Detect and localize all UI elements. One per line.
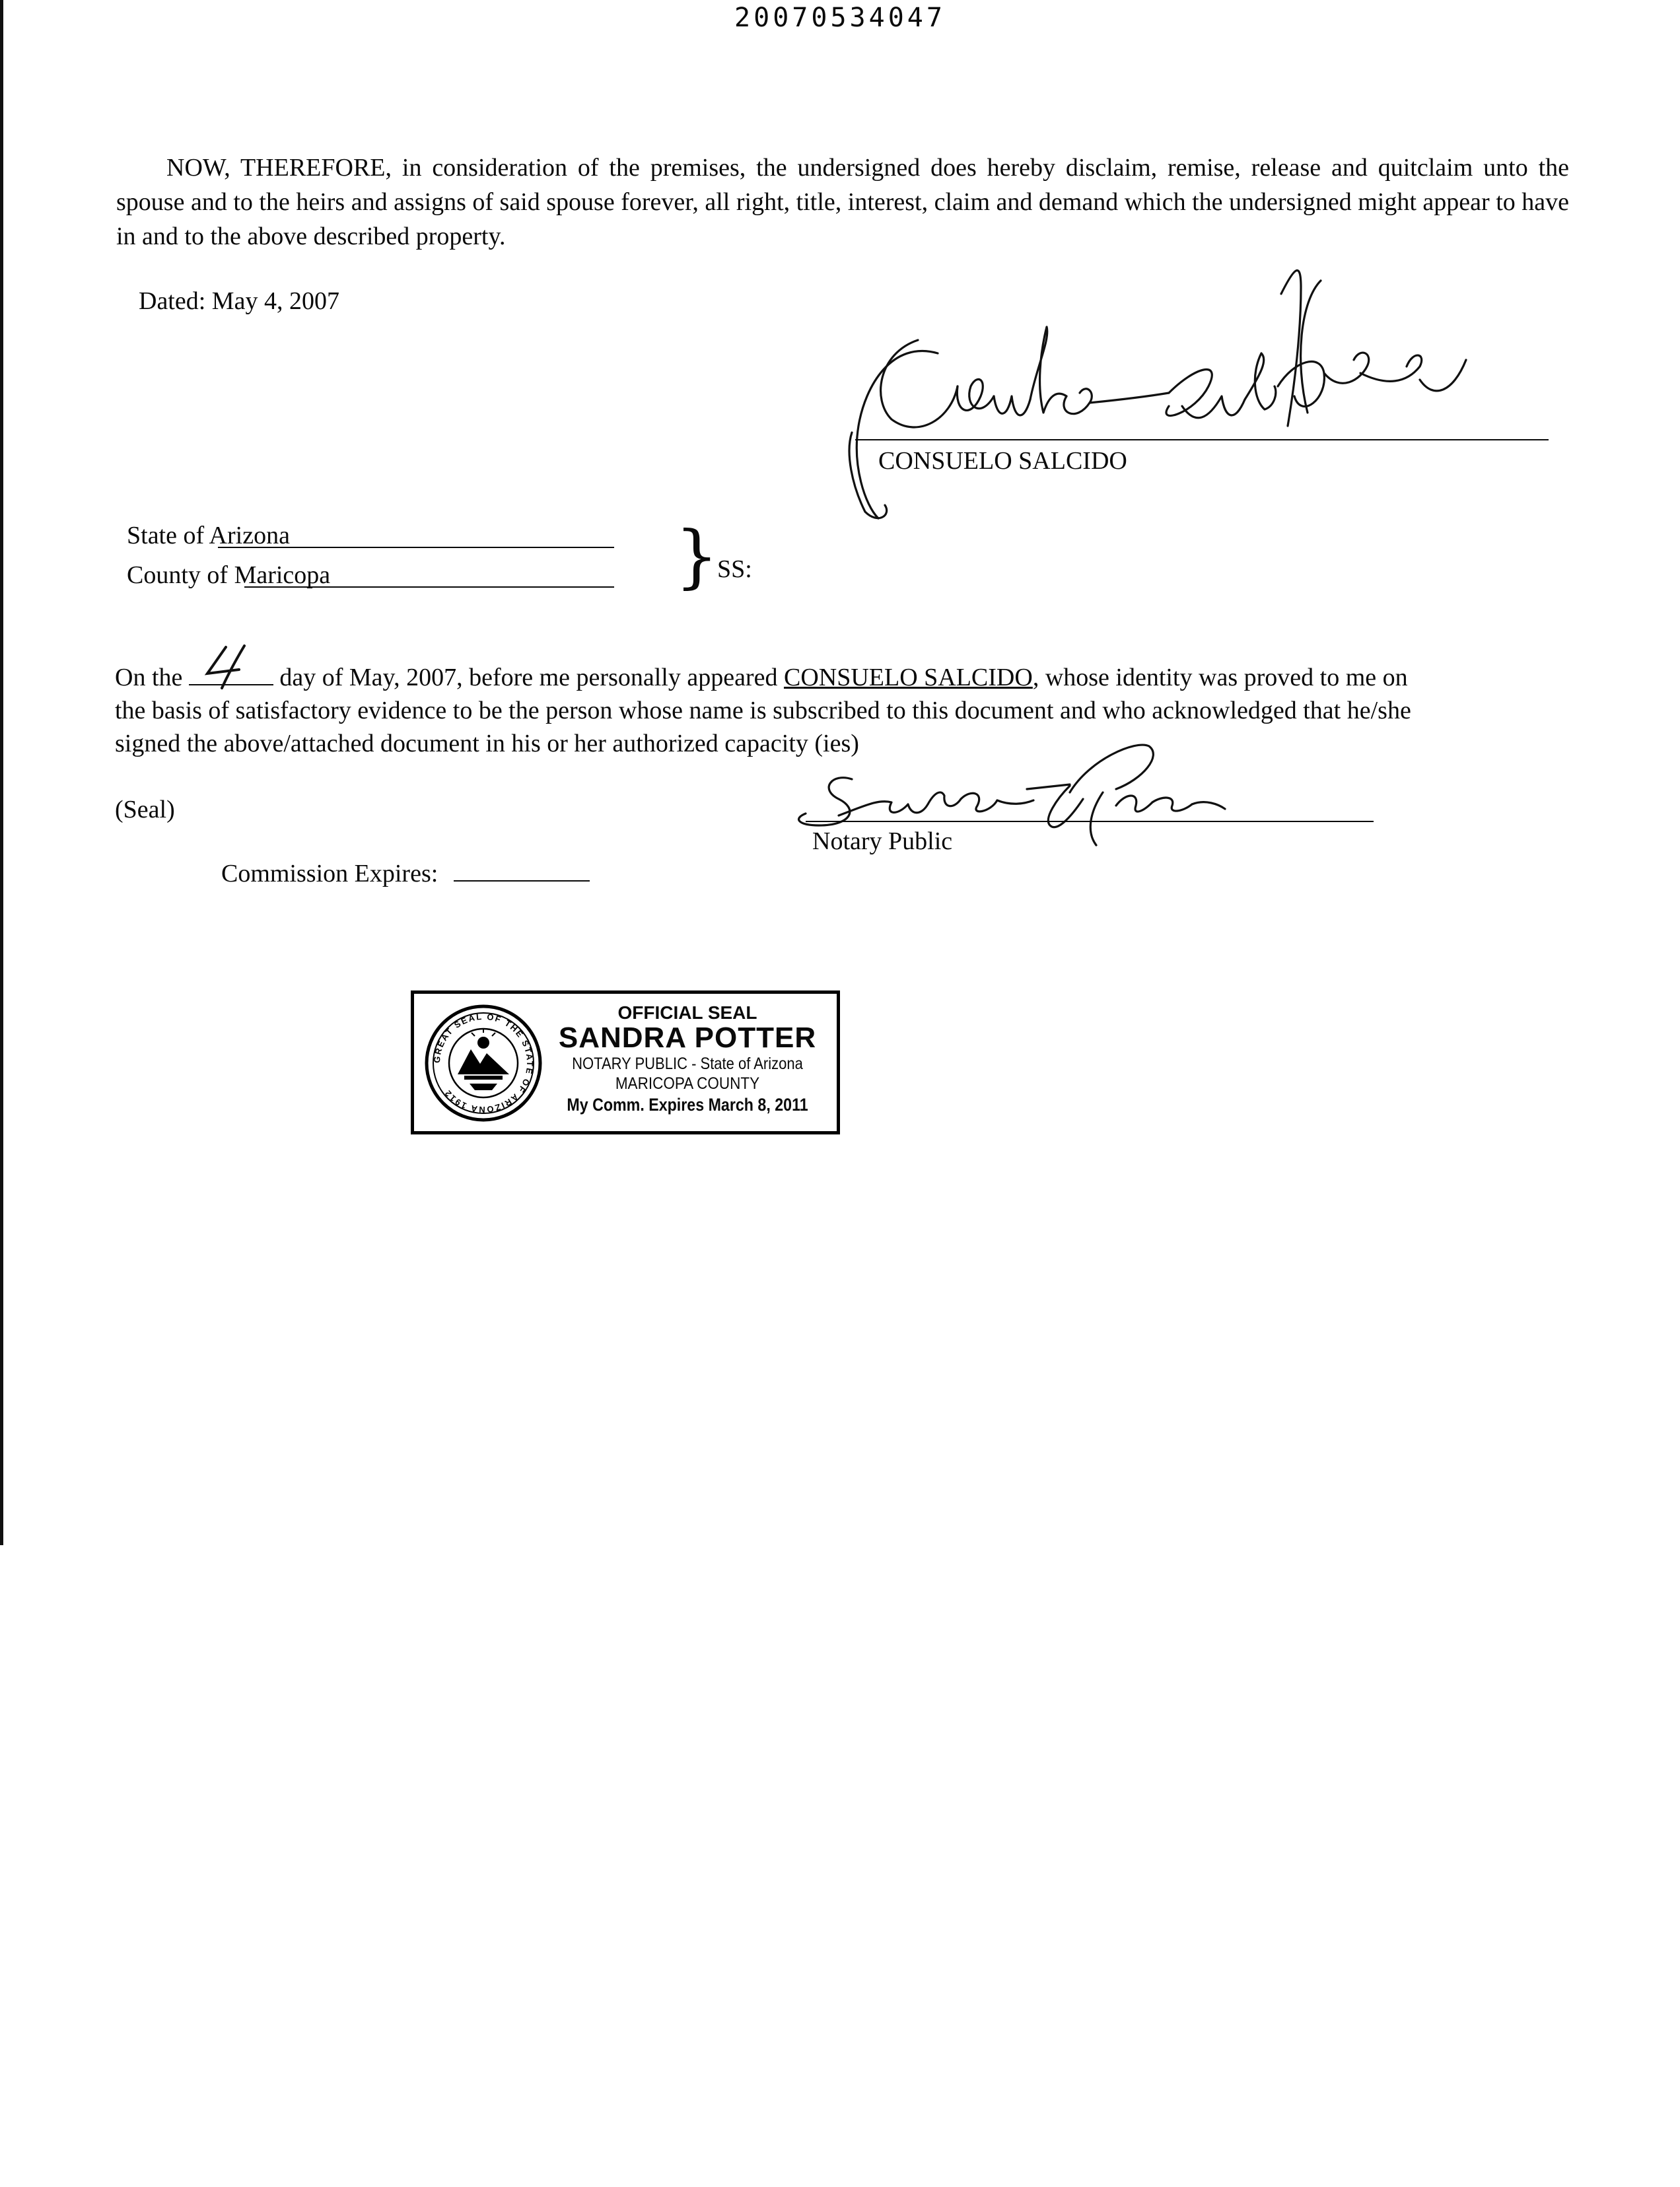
grantor-signature	[839, 254, 1499, 532]
day-blank	[189, 662, 273, 685]
quitclaim-text: NOW, THEREFORE, in consideration of the premises, the undersigned does hereby disclaim, remise, release and quitclaim unto the spouse and to the heirs and assigns of said spouse forever, all right, title, interest, claim and demand which the undersigned might appear to have in and to the above described property.	[116, 154, 1569, 250]
ack-appeared-name: CONSUELO SALCIDO	[783, 664, 1033, 691]
ack-text-after-name: , whose identity was proved to me on	[1032, 664, 1408, 691]
stamp-notary-public-state: NOTARY PUBLIC - State of Arizona	[572, 1055, 803, 1073]
ack-line-1	[115, 660, 1408, 695]
ack-text-after-day: day of May, 2007, before me personally appeared	[279, 664, 778, 691]
stamp-commission-expires: My Comm. Expires March 8, 2011	[567, 1095, 808, 1115]
recording-number: 20070534047	[734, 3, 946, 33]
state-label: State of	[127, 522, 205, 549]
state-value: Arizona	[209, 522, 290, 549]
state-underline	[218, 547, 614, 548]
scan-edge	[0, 0, 3, 1545]
venue-brace: }	[675, 516, 719, 596]
county-label: County of	[127, 561, 228, 589]
notary-public-label: Notary Public	[812, 827, 953, 855]
stamp-county: MARICOPA COUNTY	[615, 1074, 760, 1093]
ack-line-2: the basis of satisfactory evidence to be the person whose name is subscribed to this document and who acknowledged that he/she	[115, 697, 1411, 724]
commission-expires-blank	[454, 858, 590, 882]
grantor-name-printed: CONSUELO SALCIDO	[878, 447, 1127, 475]
ack-on-the: On the	[115, 664, 183, 691]
notary-signature-line	[806, 821, 1374, 822]
stamp-text-block	[543, 1003, 831, 1117]
seal-label: (Seal)	[115, 796, 175, 823]
seal-emblem-text: GREAT SEAL OF THE STATE OF ARIZONA 1912	[431, 1011, 536, 1115]
county-value: Maricopa	[234, 561, 331, 589]
grantor-signature-line	[855, 439, 1549, 440]
ack-line-3: signed the above/attached document in his or her authorized capacity (ies)	[115, 730, 859, 757]
notary-stamp	[411, 990, 840, 1134]
commission-expires	[221, 856, 590, 891]
state-seal-emblem	[423, 1003, 543, 1123]
commission-expires-label: Commission Expires:	[221, 860, 438, 887]
county-underline	[244, 586, 614, 588]
stamp-official-seal: OFFICIAL SEAL	[617, 1002, 757, 1023]
stamp-notary-name: SANDRA POTTER	[558, 1022, 817, 1054]
ss-label: SS:	[717, 555, 752, 583]
dated-line: Dated: May 4, 2007	[139, 287, 339, 315]
quitclaim-paragraph	[116, 151, 1569, 254]
day-handwritten	[202, 644, 255, 691]
